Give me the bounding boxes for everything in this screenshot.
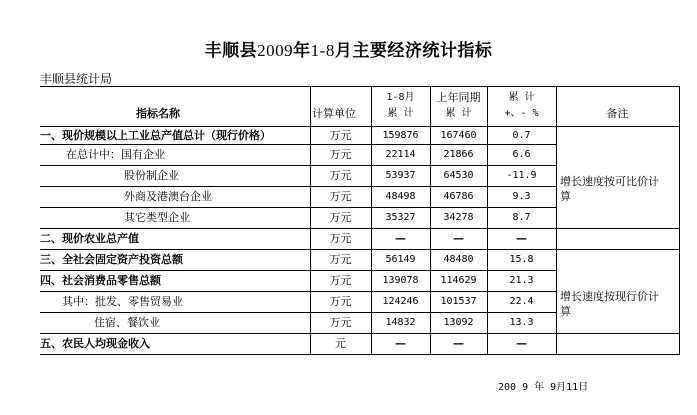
row-name: 一、现价规模以上工业总产值总计（现行价格）	[40, 129, 271, 142]
row-growth: 15.8	[509, 254, 534, 265]
row-unit: 元	[335, 337, 346, 350]
row-prev: —	[453, 337, 464, 350]
row-cum: —	[395, 337, 406, 350]
row-prev: 64530	[443, 170, 474, 181]
org-name: 丰顺县统计局	[40, 72, 113, 86]
header-cum-line1: 1-8月	[386, 92, 415, 103]
row-cum: 22114	[385, 149, 416, 160]
row-unit: 万元	[329, 211, 352, 224]
row-cum: 48498	[385, 191, 416, 202]
title-rest: 月主要经济统计指标	[334, 41, 493, 61]
row-prev: 34278	[443, 212, 474, 223]
title-county: 丰顺县	[204, 41, 258, 61]
row-cum: 56149	[385, 254, 416, 265]
row-prev: —	[453, 232, 464, 245]
header-remark: 备注	[606, 107, 629, 120]
row-name: 三、全社会固定资产投资总额	[40, 253, 183, 266]
row-name: 其它类型企业	[124, 211, 190, 224]
row-unit: 万元	[329, 232, 352, 245]
row-unit: 万元	[329, 253, 352, 266]
row-prev: 46786	[443, 191, 474, 202]
row-unit: 万元	[329, 295, 352, 308]
row-name: 在总计中：国有企业	[66, 148, 165, 161]
header-unit: 计算单位	[312, 107, 356, 120]
title-year: 2009	[257, 41, 294, 60]
row-name: 住宿、餐饮业	[94, 316, 160, 329]
report-date: 200 9 年 9月11日	[498, 382, 589, 393]
row-cum: 35327	[385, 212, 416, 223]
remark-comparable-line1: 增长速度按可比价计	[560, 175, 659, 188]
remark-comparable-line2: 算	[560, 190, 571, 203]
row-cum: 139078	[382, 275, 419, 286]
row-cum: 14832	[385, 317, 416, 328]
row-name: 外商及港澳台企业	[124, 190, 212, 203]
row-prev: 114629	[440, 275, 477, 286]
row-unit: 万元	[329, 190, 352, 203]
row-growth: 0.7	[512, 130, 531, 141]
row-cum: 124246	[382, 296, 419, 307]
title-months: 1-8	[310, 41, 335, 60]
row-name: 其中：批发、零售贸易业	[62, 295, 183, 308]
header-growth-line1: 累 计	[508, 92, 535, 103]
row-unit: 万元	[329, 316, 352, 329]
row-unit: 万元	[329, 129, 352, 142]
remark-current-line2: 算	[560, 305, 571, 318]
row-unit: 万元	[329, 169, 352, 182]
row-name: 五、农民人均现金收入	[40, 337, 150, 350]
row-prev: 48480	[443, 254, 474, 265]
row-prev: 13092	[443, 317, 474, 328]
header-prev-line1: 上年同期	[436, 91, 481, 104]
row-growth: 13.3	[509, 317, 534, 328]
row-growth: -11.9	[506, 170, 537, 181]
header-prev-line2: 累 计	[445, 108, 472, 119]
row-unit: 万元	[329, 148, 352, 161]
row-growth: 6.6	[512, 149, 531, 160]
row-name: 四、社会消费品零售总额	[40, 274, 161, 287]
row-growth: 8.7	[512, 212, 531, 223]
row-unit: 万元	[329, 274, 352, 287]
page-title	[0, 36, 697, 61]
row-cum: 159876	[382, 130, 419, 141]
row-cum: 53937	[385, 170, 416, 181]
row-cum: —	[395, 232, 406, 245]
row-name: 二、现价农业总产值	[40, 232, 139, 245]
row-growth: —	[516, 232, 527, 245]
header-cum-line2: 累 计	[387, 108, 414, 119]
row-growth: 21.3	[509, 275, 534, 286]
remark-current-line1: 增长速度按现行价计	[560, 290, 659, 303]
row-growth: 22.4	[509, 296, 534, 307]
row-growth: —	[516, 337, 527, 350]
row-prev: 167460	[440, 130, 477, 141]
row-name: 股份制企业	[124, 169, 179, 182]
header-indicator: 指标名称	[136, 107, 180, 120]
row-prev: 21866	[443, 149, 474, 160]
row-prev: 101537	[440, 296, 477, 307]
row-growth: 9.3	[512, 191, 531, 202]
stats-table	[40, 86, 680, 358]
header-growth-line2: +、- %	[504, 108, 539, 119]
title-year-char: 年	[293, 41, 311, 61]
